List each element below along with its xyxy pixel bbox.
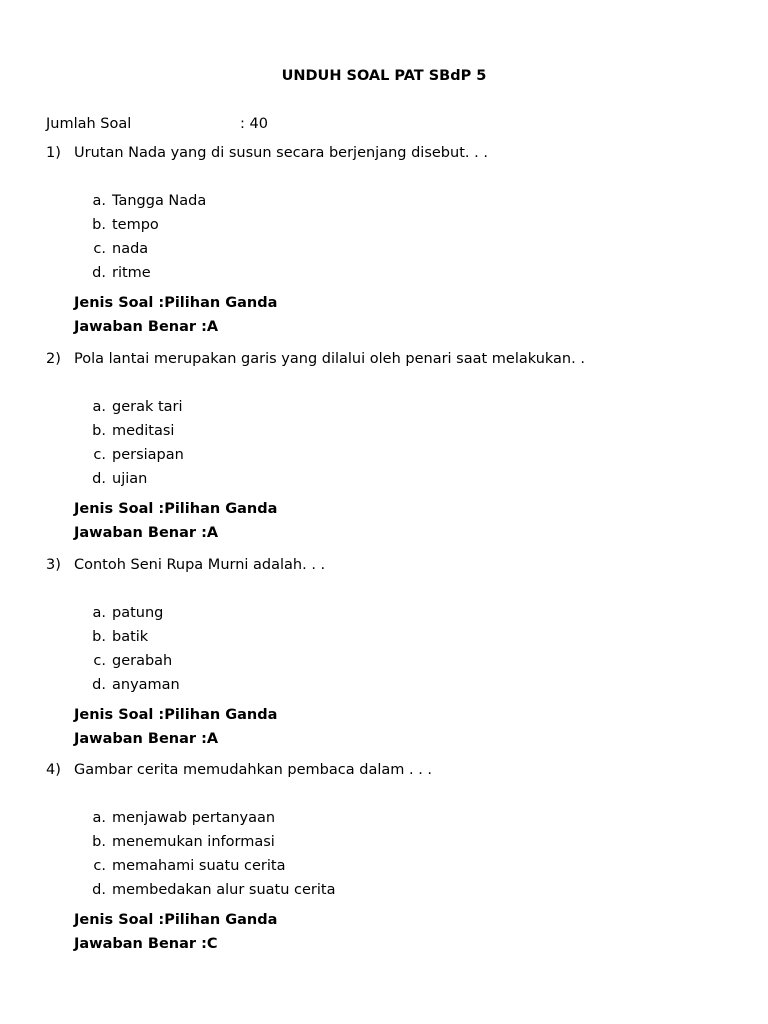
option-text: gerak tari <box>112 399 183 415</box>
option-text: tempo <box>112 217 159 233</box>
option-text: persiapan <box>112 447 184 463</box>
option-letter: b. <box>92 834 106 850</box>
question-count-label: Jumlah Soal <box>46 116 132 132</box>
document-title: UNDUH SOAL PAT SBdP 5 <box>281 68 487 84</box>
option-text: Tangga Nada <box>112 193 207 209</box>
question-number: 2) <box>46 351 61 367</box>
option-text: meditasi <box>112 423 175 439</box>
answer-block <box>74 291 277 339</box>
option-text: membedakan alur suatu cerita <box>112 882 336 898</box>
question-type: Jenis Soal :Pilihan Ganda <box>74 912 278 928</box>
option-text: memahami suatu cerita <box>112 858 286 874</box>
option-letter: b. <box>92 217 106 233</box>
option-letter: c. <box>93 858 106 874</box>
option-text: ritme <box>112 265 151 281</box>
option-text: anyaman <box>112 677 180 693</box>
correct-answer: Jawaban Benar :C <box>74 936 218 952</box>
option-letter: c. <box>93 241 106 257</box>
option-letter: c. <box>93 447 106 463</box>
answer-block <box>74 908 277 956</box>
option-text: menemukan informasi <box>112 834 275 850</box>
correct-answer: Jawaban Benar :A <box>74 731 219 747</box>
option-letter: d. <box>92 471 106 487</box>
option-letter: d. <box>92 265 106 281</box>
correct-answer: Jawaban Benar :A <box>74 525 219 541</box>
question-type: Jenis Soal :Pilihan Ganda <box>74 707 278 723</box>
question-text: Gambar cerita memudahkan pembaca dalam . . . <box>74 762 433 778</box>
option-text: patung <box>112 605 164 621</box>
option-text: nada <box>112 241 149 257</box>
question-type: Jenis Soal :Pilihan Ganda <box>74 501 278 517</box>
question-number: 3) <box>46 557 61 573</box>
option-letter: a. <box>92 605 106 621</box>
question-type: Jenis Soal :Pilihan Ganda <box>74 295 278 311</box>
question-number: 1) <box>46 145 61 161</box>
answer-block <box>74 703 277 751</box>
question-text: Urutan Nada yang di susun secara berjenjang disebut. . . <box>74 145 488 161</box>
option-text: ujian <box>112 471 148 487</box>
question-count-value: : 40 <box>240 116 268 132</box>
option-letter: a. <box>92 193 106 209</box>
option-letter: c. <box>93 653 106 669</box>
question-text: Pola lantai merupakan garis yang dilalui oleh penari saat melakukan. . <box>74 351 585 367</box>
option-letter: b. <box>92 423 106 439</box>
option-text: menjawab pertanyaan <box>112 810 276 826</box>
option-letter: a. <box>92 810 106 826</box>
option-letter: a. <box>92 399 106 415</box>
correct-answer: Jawaban Benar :A <box>74 319 219 335</box>
answer-block <box>74 497 277 545</box>
question-text: Contoh Seni Rupa Murni adalah. . . <box>74 557 326 573</box>
option-text: gerabah <box>112 653 173 669</box>
option-text: batik <box>112 629 149 645</box>
option-letter: d. <box>92 677 106 693</box>
option-letter: d. <box>92 882 106 898</box>
question-number: 4) <box>46 762 61 778</box>
option-letter: b. <box>92 629 106 645</box>
